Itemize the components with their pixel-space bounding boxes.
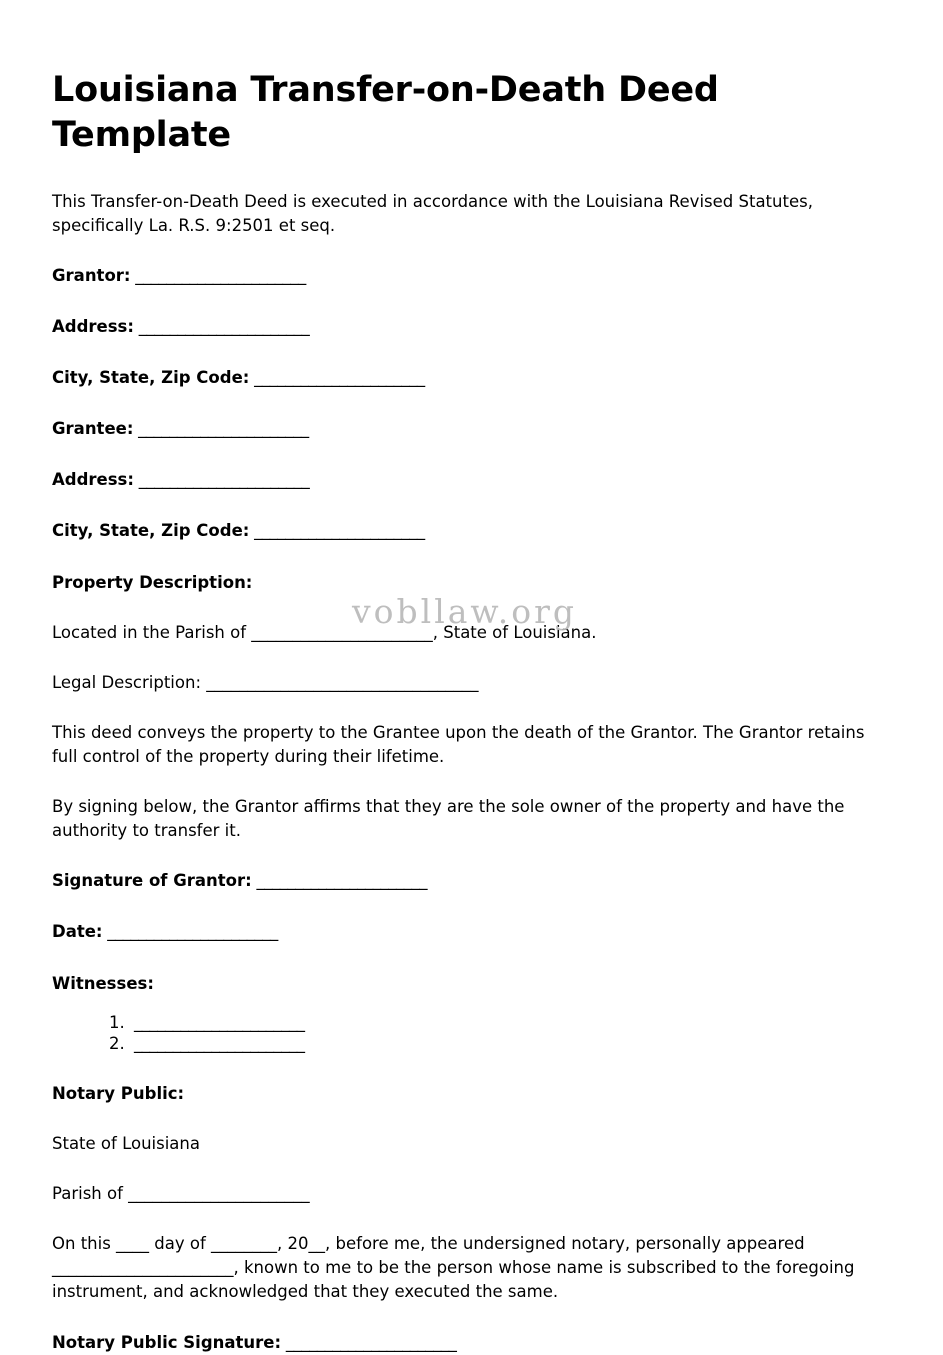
grantee-city-label: City, State, Zip Code: <box>52 521 250 541</box>
grantor-address-field <box>52 315 891 339</box>
grantor-address-blank[interactable]: ______________________ <box>133 317 310 337</box>
grantor-city-label: City, State, Zip Code: <box>52 368 250 388</box>
list-item <box>130 1012 891 1033</box>
witness-one-blank[interactable]: ______________________ <box>134 1013 305 1033</box>
notary-acknowledgment-paragraph[interactable]: On this ____ day of ________, 20__, before me, the undersigned notary, personally appeared ______________________, known to me to be the person whose name is subscribed to the foregoing instrument, and acknowledged that they executed the same. <box>52 1234 860 1302</box>
legal-description-line[interactable]: Legal Description: _________________________________ <box>52 672 479 692</box>
notary-signature-label: Notary Public Signature: <box>52 1332 282 1352</box>
conveyance-paragraph: This deed conveys the property to the Grantee upon the death of the Grantor. The Grantor retains full control of the property during their lifetime. <box>52 722 870 766</box>
grantor-city-field <box>52 366 891 390</box>
grantor-name-label: Grantor: <box>52 266 131 286</box>
notary-signature-field <box>52 1331 891 1355</box>
grantee-city-field <box>52 519 891 543</box>
grantor-city-blank[interactable]: ______________________ <box>249 368 425 388</box>
grantee-address-field <box>52 468 891 492</box>
notary-public-heading: Notary Public: <box>52 1084 185 1104</box>
witness-two-blank[interactable]: ______________________ <box>134 1034 305 1054</box>
witnesses-heading: Witnesses: <box>52 974 154 994</box>
grantee-address-label: Address: <box>52 470 134 490</box>
witness-list <box>52 1012 891 1054</box>
affirmation-paragraph: By signing below, the Grantor affirms that they are the sole owner of the property and have the authority to transfer it. <box>52 796 850 840</box>
property-description-heading: Property Description: <box>52 572 253 592</box>
grantor-address-label: Address: <box>52 317 134 337</box>
grantor-signature-field <box>52 869 891 893</box>
page-title: Louisiana Transfer-on-Death Deed Template <box>52 70 719 155</box>
grantee-name-blank[interactable]: ______________________ <box>133 419 309 439</box>
site-watermark: vobllaw.org <box>352 592 578 631</box>
signature-date-label: Date: <box>52 922 103 942</box>
list-item <box>130 1033 891 1054</box>
grantor-signature-blank[interactable]: ______________________ <box>251 871 427 891</box>
notary-state-line: State of Louisiana <box>52 1134 200 1154</box>
grantee-address-blank[interactable]: ______________________ <box>133 470 310 490</box>
notary-signature-blank[interactable]: ______________________ <box>281 1332 457 1352</box>
parish-location-line[interactable]: Located in the Parish of ______________________, State of Louisiana. <box>52 622 597 642</box>
signature-date-blank[interactable]: ______________________ <box>102 922 278 942</box>
grantee-name-label: Grantee: <box>52 419 134 439</box>
grantor-signature-label: Signature of Grantor: <box>52 871 252 891</box>
grantee-city-blank[interactable]: ______________________ <box>249 521 425 541</box>
signature-date-field <box>52 920 891 944</box>
grantee-name-field <box>52 417 891 441</box>
intro-paragraph: This Transfer-on-Death Deed is executed in accordance with the Louisiana Revised Statutes, specifically La. R.S. 9:2501 et seq. <box>52 191 813 235</box>
grantor-name-blank[interactable]: ______________________ <box>130 266 306 286</box>
grantor-name-field <box>52 264 891 288</box>
notary-parish-line[interactable]: Parish of ______________________ <box>52 1184 310 1204</box>
document-content <box>52 68 891 1355</box>
